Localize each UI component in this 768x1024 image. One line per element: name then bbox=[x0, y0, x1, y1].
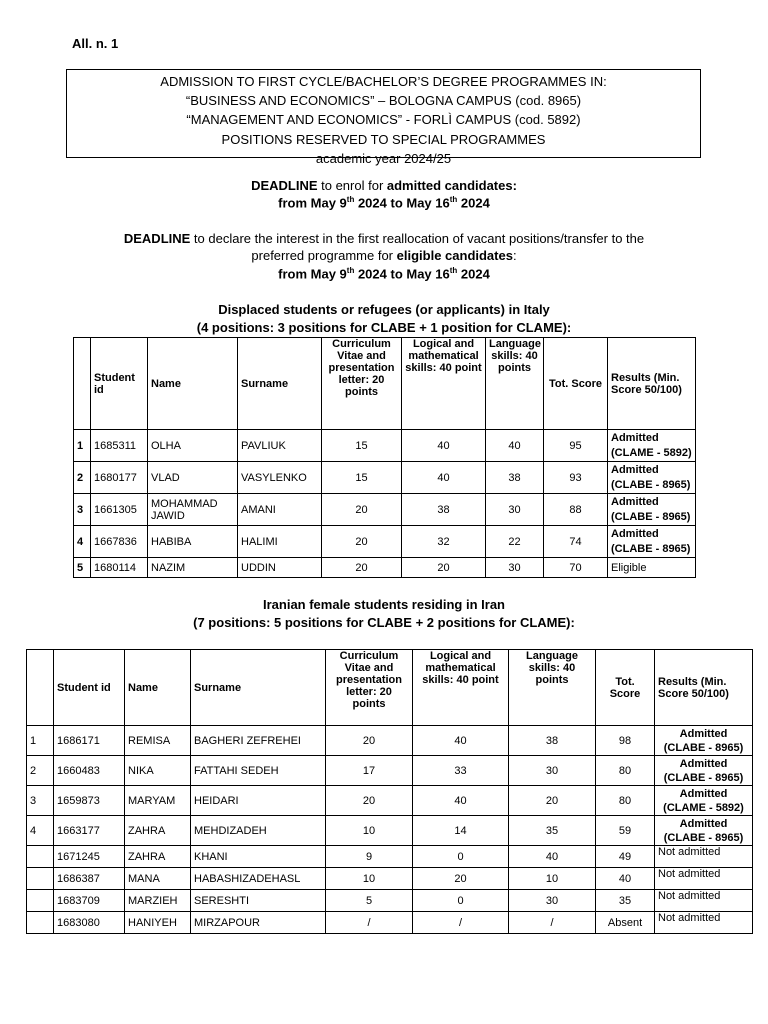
deadline-reallocation-line-2 bbox=[0, 248, 768, 263]
deadline-reallocation-dates bbox=[0, 266, 768, 281]
table-row bbox=[27, 890, 753, 912]
result-programme: (CLAME - 5892) bbox=[611, 446, 692, 459]
surname-cell: FATTAHI SEDEH bbox=[191, 756, 326, 786]
name-cell: VLAD bbox=[148, 462, 238, 494]
cv-score-cell: 15 bbox=[322, 462, 402, 494]
language-score-cell: 20 bbox=[509, 786, 596, 816]
name-cell: MARYAM bbox=[125, 786, 191, 816]
annex-label: All. n. 1 bbox=[72, 36, 119, 51]
col-header-num bbox=[27, 650, 54, 726]
name-cell: OLHA bbox=[148, 430, 238, 462]
dates-sup-2: th bbox=[449, 195, 458, 204]
result-status: Not admitted bbox=[658, 846, 721, 858]
total-score-cell: 80 bbox=[596, 756, 655, 786]
section2-subtitle: (7 positions: 5 positions for CLABE + 2 positions for CLAME): bbox=[193, 615, 575, 630]
cv-score-cell: 20 bbox=[326, 726, 413, 756]
table-row bbox=[27, 726, 753, 756]
surname-cell: MIRZAPOUR bbox=[191, 912, 326, 934]
total-score-cell: 98 bbox=[596, 726, 655, 756]
surname-cell: VASYLENKO bbox=[238, 462, 322, 494]
total-score-cell: 70 bbox=[544, 558, 608, 578]
result-status: Not admitted bbox=[658, 890, 721, 902]
row-number bbox=[27, 890, 54, 912]
header-line-5: academic year 2024/25 bbox=[315, 150, 452, 166]
logic-score-cell: 40 bbox=[413, 726, 509, 756]
logic-score-cell: 20 bbox=[402, 558, 486, 578]
result-cell bbox=[655, 846, 753, 868]
deadline-enrol-dates bbox=[0, 195, 768, 210]
student-id-cell: 1683709 bbox=[54, 890, 125, 912]
row-number bbox=[27, 912, 54, 934]
result-status: Not admitted bbox=[658, 868, 721, 880]
student-id-cell: 1685311 bbox=[91, 430, 148, 462]
cv-score-cell: 15 bbox=[322, 430, 402, 462]
section1-subtitle: (4 positions: 3 positions for CLABE + 1 position for CLAME): bbox=[196, 320, 572, 335]
row-number bbox=[27, 868, 54, 890]
name-cell: ZAHRA bbox=[125, 816, 191, 846]
total-score-cell: 35 bbox=[596, 890, 655, 912]
header-line-3: “MANAGEMENT AND ECONOMICS” - FORLÌ CAMPUS (cod. 5892) bbox=[186, 112, 581, 128]
student-id-cell: 1680114 bbox=[91, 558, 148, 578]
logic-score-cell: 14 bbox=[413, 816, 509, 846]
result-programme: (CLABE - 8965) bbox=[611, 510, 691, 523]
result-programme: (CLAME - 5892) bbox=[663, 801, 744, 814]
table-row bbox=[27, 868, 753, 890]
language-score-cell: 38 bbox=[509, 726, 596, 756]
surname-cell: UDDIN bbox=[238, 558, 322, 578]
surname-cell: AMANI bbox=[238, 494, 322, 526]
result-programme: (CLABE - 8965) bbox=[611, 478, 691, 491]
col-header-results: Results (Min. Score 50/100) bbox=[655, 650, 753, 726]
col-header-name: Name bbox=[148, 338, 238, 430]
deadline-keyword: DEADLINE bbox=[251, 178, 318, 193]
deadline-keyword: DEADLINE bbox=[123, 231, 191, 246]
col-header-total: Tot. Score bbox=[596, 650, 655, 726]
dates-end: 2024 bbox=[457, 195, 490, 211]
language-score-cell: 40 bbox=[486, 430, 544, 462]
result-cell bbox=[655, 726, 753, 756]
header-line-2: “BUSINESS AND ECONOMICS” – BOLOGNA CAMPUS (cod. 8965) bbox=[185, 93, 582, 109]
name-cell: HABIBA bbox=[148, 526, 238, 558]
document-header-box bbox=[66, 69, 701, 166]
student-id-cell: 1667836 bbox=[91, 526, 148, 558]
table-row bbox=[74, 494, 696, 526]
total-score-cell: 95 bbox=[544, 430, 608, 462]
section2-title: Iranian female students residing in Iran bbox=[262, 597, 505, 612]
result-status: Admitted bbox=[611, 431, 659, 444]
table-row bbox=[74, 526, 696, 558]
language-score-cell: 30 bbox=[509, 756, 596, 786]
total-score-cell: 74 bbox=[544, 526, 608, 558]
logic-score-cell: / bbox=[413, 912, 509, 934]
result-status: Admitted bbox=[611, 527, 659, 540]
language-score-cell: / bbox=[509, 912, 596, 934]
row-number: 2 bbox=[27, 756, 54, 786]
cv-score-cell: 20 bbox=[322, 494, 402, 526]
deadline-enrol-line bbox=[0, 178, 768, 193]
language-score-cell: 10 bbox=[509, 868, 596, 890]
result-cell bbox=[655, 756, 753, 786]
surname-cell: HEIDARI bbox=[191, 786, 326, 816]
surname-cell: SERESHTI bbox=[191, 890, 326, 912]
result-cell bbox=[655, 786, 753, 816]
col-header-name: Name bbox=[125, 650, 191, 726]
result-programme: (CLABE - 8965) bbox=[663, 831, 744, 844]
cv-score-cell: 5 bbox=[326, 890, 413, 912]
table-row bbox=[27, 816, 753, 846]
dates-end: 2024 bbox=[457, 266, 490, 282]
result-programme: (CLABE - 8965) bbox=[611, 542, 691, 555]
surname-cell: HABASHIZADEHASL bbox=[191, 868, 326, 890]
result-status: Admitted bbox=[611, 495, 659, 508]
result-status: Not admitted bbox=[658, 912, 721, 924]
col-header-student-id: Student id bbox=[54, 650, 125, 726]
total-score-cell: 88 bbox=[544, 494, 608, 526]
row-number: 3 bbox=[74, 494, 91, 526]
col-header-logic: Logical and mathematical skills: 40 point bbox=[413, 650, 509, 726]
name-cell: REMISA bbox=[125, 726, 191, 756]
dates-sup-2: th bbox=[449, 266, 458, 275]
cv-score-cell: 20 bbox=[326, 786, 413, 816]
dates-mid: 2024 to May 16 bbox=[354, 195, 450, 211]
language-score-cell: 22 bbox=[486, 526, 544, 558]
logic-score-cell: 38 bbox=[402, 494, 486, 526]
dates-from: from May 9 bbox=[278, 195, 347, 211]
name-cell: MOHAMMAD JAWID bbox=[148, 494, 238, 526]
table-row bbox=[74, 462, 696, 494]
name-cell: MARZIEH bbox=[125, 890, 191, 912]
logic-score-cell: 33 bbox=[413, 756, 509, 786]
dates-from: from May 9 bbox=[278, 266, 347, 282]
col-header-logic: Logical and mathematical skills: 40 point bbox=[402, 338, 486, 430]
surname-cell: PAVLIUK bbox=[238, 430, 322, 462]
result-cell bbox=[608, 462, 696, 494]
logic-score-cell: 40 bbox=[402, 462, 486, 494]
student-id-cell: 1671245 bbox=[54, 846, 125, 868]
result-cell bbox=[655, 912, 753, 934]
table-row bbox=[27, 846, 753, 868]
logic-score-cell: 40 bbox=[402, 430, 486, 462]
student-id-cell: 1680177 bbox=[91, 462, 148, 494]
surname-cell: HALIMI bbox=[238, 526, 322, 558]
name-cell: NAZIM bbox=[148, 558, 238, 578]
dates-sup-1: th bbox=[346, 195, 355, 204]
deadline-target: admitted candidates bbox=[386, 178, 513, 193]
section1-title: Displaced students or refugees (or applicants) in Italy bbox=[218, 302, 550, 317]
logic-score-cell: 0 bbox=[413, 890, 509, 912]
total-score-cell: 49 bbox=[596, 846, 655, 868]
total-score-cell: 40 bbox=[596, 868, 655, 890]
result-programme: (CLABE - 8965) bbox=[663, 771, 744, 784]
surname-cell: KHANI bbox=[191, 846, 326, 868]
col-header-cv: Curriculum Vitae and presentation letter: 20 points bbox=[326, 650, 413, 726]
total-score-cell: 93 bbox=[544, 462, 608, 494]
table-iranian-students bbox=[26, 649, 753, 934]
table-row bbox=[27, 756, 753, 786]
student-id-cell: 1663177 bbox=[54, 816, 125, 846]
result-status: Admitted bbox=[679, 817, 728, 830]
deadline-colon: : bbox=[512, 248, 517, 263]
result-status: Eligible bbox=[611, 561, 647, 574]
col-header-results: Results (Min. Score 50/100) bbox=[608, 338, 696, 430]
result-cell bbox=[608, 430, 696, 462]
row-number bbox=[27, 846, 54, 868]
dates-sup-1: th bbox=[346, 266, 355, 275]
deadline-text: to enrol for bbox=[317, 178, 387, 193]
col-header-language: Language skills: 40 points bbox=[486, 338, 544, 430]
header-line-1: ADMISSION TO FIRST CYCLE/BACHELOR’S DEGREE PROGRAMMES IN: bbox=[160, 74, 607, 89]
result-cell bbox=[608, 494, 696, 526]
total-score-cell: 80 bbox=[596, 786, 655, 816]
col-header-surname: Surname bbox=[238, 338, 322, 430]
row-number: 3 bbox=[27, 786, 54, 816]
name-cell: NIKA bbox=[125, 756, 191, 786]
surname-cell: MEHDIZADEH bbox=[191, 816, 326, 846]
cv-score-cell: 20 bbox=[322, 526, 402, 558]
student-id-cell: 1661305 bbox=[91, 494, 148, 526]
name-cell: MANA bbox=[125, 868, 191, 890]
deadline-target: eligible candidates bbox=[396, 248, 513, 263]
result-status: Admitted bbox=[679, 757, 728, 770]
name-cell: HANIYEH bbox=[125, 912, 191, 934]
logic-score-cell: 0 bbox=[413, 846, 509, 868]
student-id-cell: 1660483 bbox=[54, 756, 125, 786]
language-score-cell: 30 bbox=[486, 494, 544, 526]
result-cell bbox=[655, 816, 753, 846]
table-displaced-students bbox=[73, 337, 696, 578]
logic-score-cell: 32 bbox=[402, 526, 486, 558]
student-id-cell: 1659873 bbox=[54, 786, 125, 816]
language-score-cell: 38 bbox=[486, 462, 544, 494]
cv-score-cell: 10 bbox=[326, 816, 413, 846]
row-number: 4 bbox=[27, 816, 54, 846]
language-score-cell: 30 bbox=[486, 558, 544, 578]
language-score-cell: 35 bbox=[509, 816, 596, 846]
result-status: Admitted bbox=[611, 463, 659, 476]
table-row bbox=[74, 558, 696, 578]
col-header-surname: Surname bbox=[191, 650, 326, 726]
table-row bbox=[27, 912, 753, 934]
deadline-colon: : bbox=[512, 178, 517, 193]
logic-score-cell: 20 bbox=[413, 868, 509, 890]
deadline-text-2: preferred programme for bbox=[251, 248, 397, 263]
col-header-num bbox=[74, 338, 91, 430]
total-score-cell: 59 bbox=[596, 816, 655, 846]
row-number: 1 bbox=[27, 726, 54, 756]
student-id-cell: 1686387 bbox=[54, 868, 125, 890]
name-cell: ZAHRA bbox=[125, 846, 191, 868]
row-number: 1 bbox=[74, 430, 91, 462]
table-row bbox=[27, 786, 753, 816]
table-body bbox=[27, 726, 753, 934]
surname-cell: BAGHERI ZEFREHEI bbox=[191, 726, 326, 756]
row-number: 5 bbox=[74, 558, 91, 578]
result-status: Admitted bbox=[679, 787, 728, 800]
result-cell bbox=[655, 868, 753, 890]
total-score-cell: Absent bbox=[596, 912, 655, 934]
table-body bbox=[74, 430, 696, 578]
dates-mid: 2024 to May 16 bbox=[354, 266, 450, 282]
row-number: 2 bbox=[74, 462, 91, 494]
result-programme: (CLABE - 8965) bbox=[663, 741, 744, 754]
table-header-row bbox=[74, 338, 696, 430]
header-line-4: POSITIONS RESERVED TO SPECIAL PROGRAMMES bbox=[221, 131, 546, 147]
language-score-cell: 40 bbox=[509, 846, 596, 868]
deadline-reallocation-line-1 bbox=[0, 231, 768, 246]
row-number: 4 bbox=[74, 526, 91, 558]
student-id-cell: 1683080 bbox=[54, 912, 125, 934]
language-score-cell: 30 bbox=[509, 890, 596, 912]
cv-score-cell: 10 bbox=[326, 868, 413, 890]
result-cell bbox=[608, 558, 696, 578]
table-header-row bbox=[27, 650, 753, 726]
table-row bbox=[74, 430, 696, 462]
student-id-cell: 1686171 bbox=[54, 726, 125, 756]
deadline-text: to declare the interest in the first reallocation of vacant positions/transfer to the bbox=[190, 231, 645, 246]
result-cell bbox=[608, 526, 696, 558]
cv-score-cell: 17 bbox=[326, 756, 413, 786]
cv-score-cell: 9 bbox=[326, 846, 413, 868]
col-header-language: Language skills: 40 points bbox=[509, 650, 596, 726]
result-cell bbox=[655, 890, 753, 912]
logic-score-cell: 40 bbox=[413, 786, 509, 816]
col-header-student-id: Student id bbox=[91, 338, 148, 430]
cv-score-cell: / bbox=[326, 912, 413, 934]
col-header-total: Tot. Score bbox=[544, 338, 608, 430]
cv-score-cell: 20 bbox=[322, 558, 402, 578]
result-status: Admitted bbox=[679, 727, 728, 740]
col-header-cv: Curriculum Vitae and presentation letter: 20 points bbox=[322, 338, 402, 430]
